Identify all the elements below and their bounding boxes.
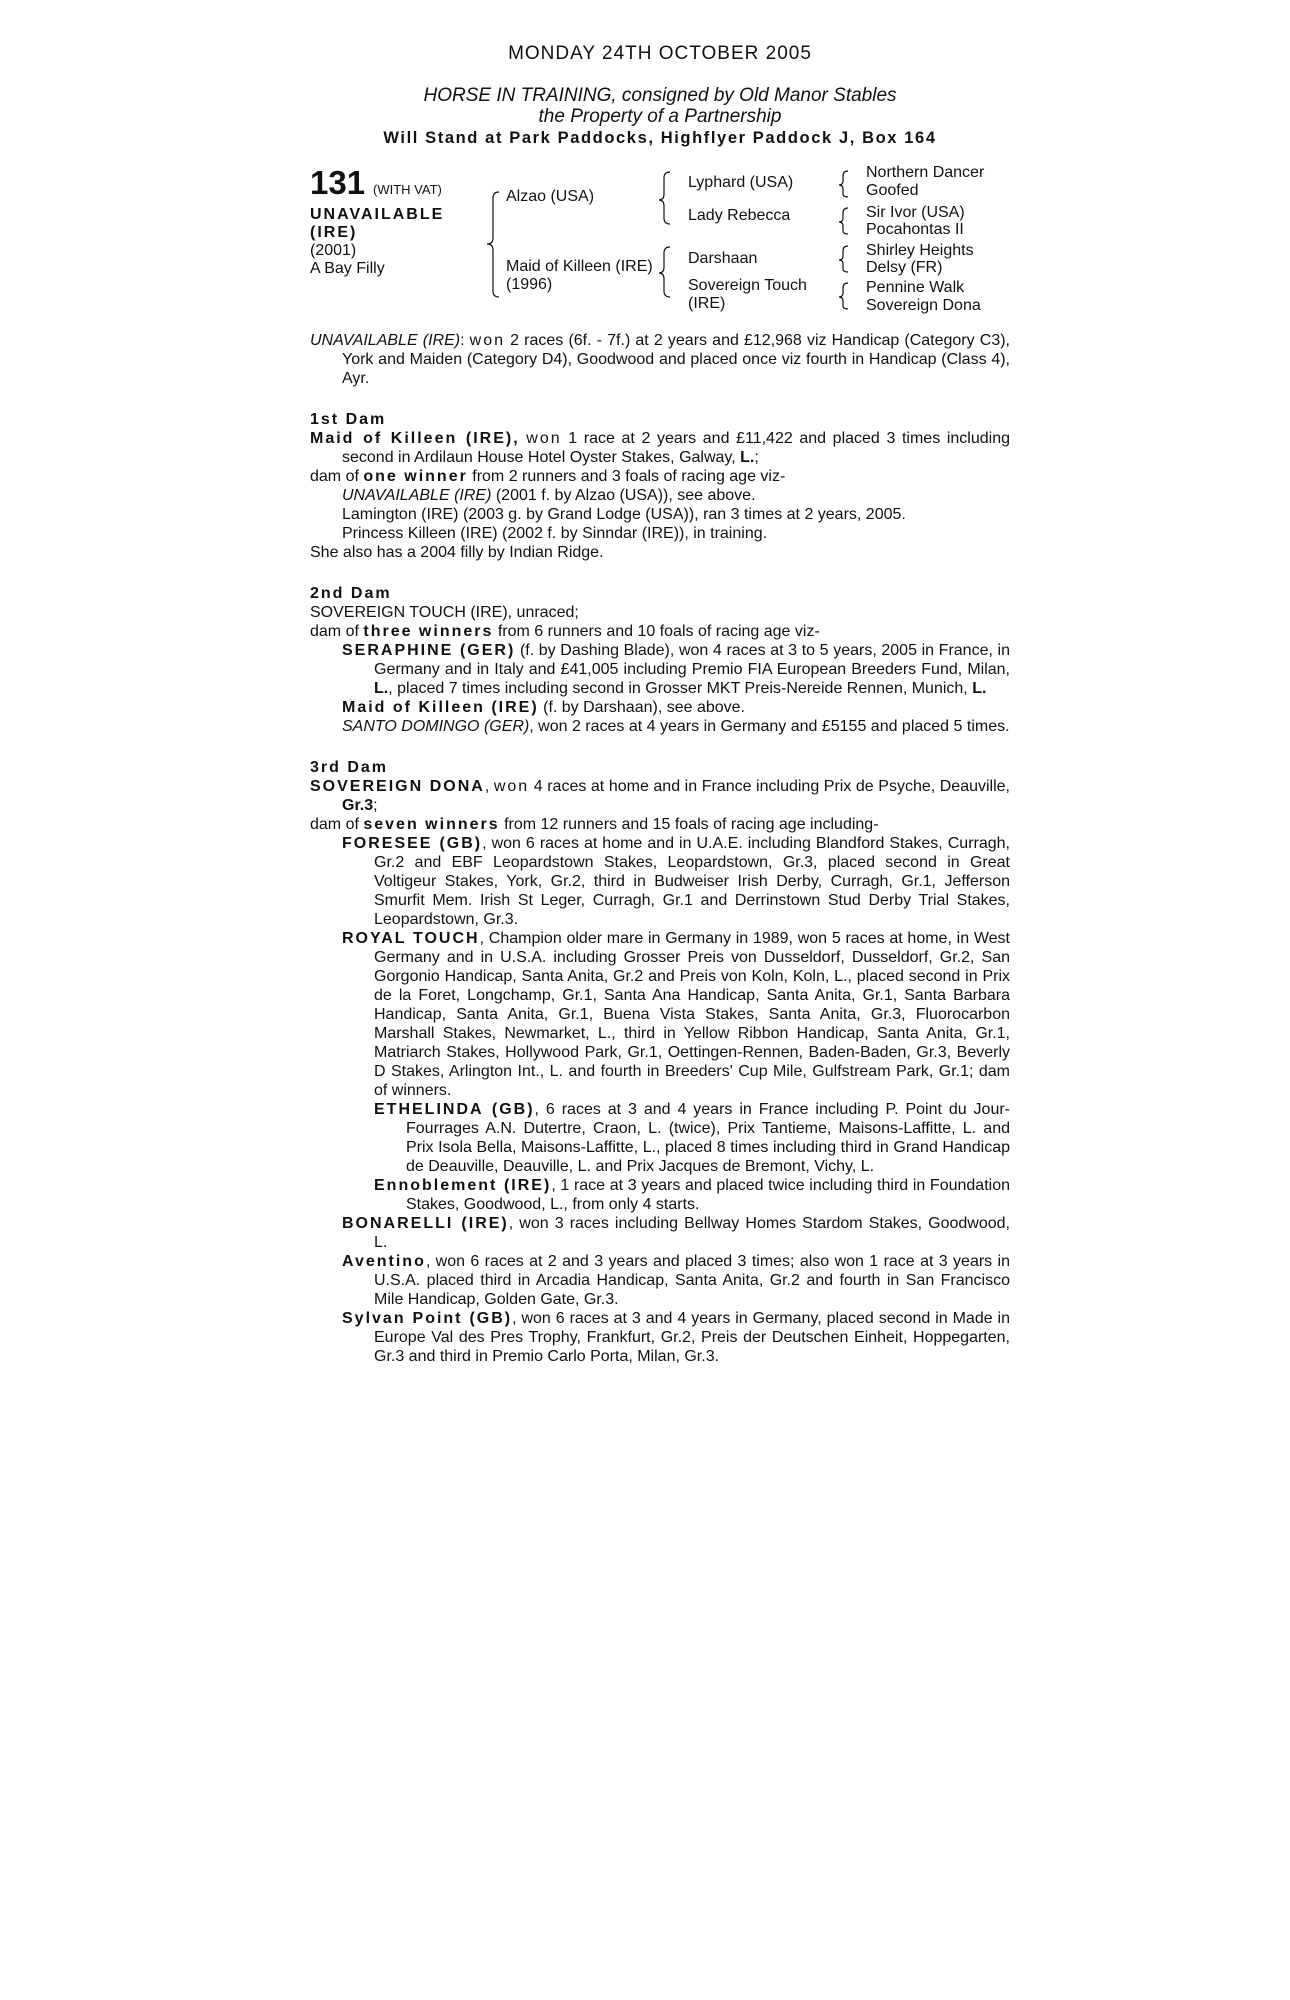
third-dam-grade: Gr.3: [342, 797, 374, 814]
first-dam-record: [310, 429, 1010, 467]
summary-won: won: [469, 332, 506, 349]
second-dam-produce-1: [342, 641, 1010, 698]
dd-dam: Sovereign Dona: [866, 297, 981, 314]
aventino-entry: [342, 1252, 1010, 1309]
dam-year: (1996): [506, 276, 553, 293]
third-dam-dam-of-post: from 12 runners and 15 foals of racing age including-: [499, 816, 879, 833]
ethelinda-name: ETHELINDA (GB): [374, 1101, 535, 1118]
bracket-main: [487, 192, 499, 297]
dam-dam-country: (IRE): [688, 295, 726, 312]
foresee-name: FORESEE (GB): [342, 835, 483, 852]
second-dam-line1: SOVEREIGN TOUCH (IRE), unraced;: [310, 604, 579, 621]
ss-sire: Northern Dancer: [866, 164, 985, 181]
third-dam-won: won: [493, 778, 530, 795]
royal-touch-entry: [342, 929, 1010, 1100]
maid-name: Maid of Killeen (IRE): [342, 699, 539, 716]
sire-dam: Lady Rebecca: [688, 207, 791, 224]
third-dam-section: [310, 758, 1010, 1366]
third-dam-winners: seven winners: [363, 816, 500, 833]
bracket-dd: [839, 283, 848, 309]
dd-sire: Pennine Walk: [866, 279, 965, 296]
first-dam-text: 1 race at 2 years and £11,422 and placed 3 times including second in Ardilaun House Hotel Oyster Stakes, Galway,: [342, 430, 1010, 466]
second-dam-produce-3: [342, 717, 1010, 736]
third-dam-produce-summary: [310, 815, 1010, 834]
pedigree-block: [310, 166, 1010, 331]
first-dam-grade: L.: [740, 449, 755, 466]
lot-vat: (WITH VAT): [373, 182, 442, 197]
ss-dam: Goofed: [866, 182, 919, 199]
bonarelli-text: , won 3 races including Bellway Homes Stardom Stakes, Goodwood, L.: [374, 1215, 1010, 1251]
bonarelli-entry: [342, 1214, 1010, 1252]
third-dam-dam-of-pre: dam of: [310, 816, 364, 833]
dam-dam: Sovereign Touch: [688, 277, 807, 294]
first-dam-won: won: [526, 430, 562, 447]
sire-sire: Lyphard (USA): [688, 174, 794, 191]
summary-horse-name: UNAVAILABLE (IRE): [310, 332, 461, 349]
first-dam-dam-of-post: from 2 runners and 3 foals of racing age viz-: [467, 468, 786, 485]
first-dam-name: Maid of Killeen (IRE),: [310, 430, 520, 447]
bracket-ds: [839, 246, 848, 272]
royal-touch-text: , Champion older mare in Germany in 1989, won 5 races at home, in West Germany and in U.S.A. including Grosser Preis von Dusseldorf, Dusseldorf, Gr.2, San Gorgonio Handicap, Santa Anita, Gr.2 and Preis von Koln, Koln, L., placed second in Prix de la Foret, Longchamp, Gr.1, Santa Ana Handicap, Santa Anita, Gr.1, Santa Barbara Handicap, Santa Anita, Gr.1, Buena Vista Stakes, Santa Anita, Gr.3, Fluorocarbon Marshall Stakes, Newmarket, L., third in Yellow Ribbon Handicap, Santa Anita, Gr.1, Matriarch Stakes, Hollywood Park, Gr.1, Oettingen-Rennen, Baden-Baden, Gr.3, Beverly D Stakes, Arlington Int., L. and fourth in Breeders' Cup Mile, Gulfstream Park, Gr.1; dam of winners.: [374, 930, 1011, 1099]
bracket-sire: [659, 172, 670, 224]
ennoblement-name: Ennoblement (IRE): [374, 1177, 552, 1194]
ds-sire: Shirley Heights: [866, 242, 974, 259]
third-dam-name: SOVEREIGN DONA: [310, 778, 485, 795]
ethelinda-entry: [374, 1100, 1010, 1176]
sd-sire: Sir Ivor (USA): [866, 204, 965, 221]
third-dam-heading: 3rd Dam: [310, 759, 389, 776]
ethelinda-text: , 6 races at 3 and 4 years in France including P. Point du Jour-Fourrages A.N. Dutertre, Craon, L. (twice), Prix Tantieme, Maisons-Laffitte, L. and Prix Isola Bella, Maisons-Laffitte, L., placed 8 times including third in Grand Handicap de Deauville, Deauville, L. and Prix Jacques de Bremont, Vichy, L.: [406, 1101, 1011, 1175]
maid-text: (f. by Darshaan), see above.: [538, 699, 745, 716]
aventino-name: Aventino: [342, 1253, 426, 1270]
sylvan-point-text: , won 6 races at 3 and 4 years in Germany, placed second in Made in Europe Val des Pres Trophy, Frankfurt, Gr.2, Preis der Deutschen Einheit, Hoppegarten, Gr.3 and third in Premio Carlo Porta, Milan, Gr.3.: [374, 1310, 1010, 1365]
sd-dam: Pocahontas II: [866, 221, 964, 238]
sylvan-point-name: Sylvan Point (GB): [342, 1310, 513, 1327]
dam-sire: Darshaan: [688, 250, 758, 267]
first-dam-winners: one winner: [363, 468, 468, 485]
lot-number: 131: [310, 164, 366, 201]
seraphine-text: (f. by Dashing Blade), won 4 races at 3 to 5 years, 2005 in France, in Germany and in Italy and £41,005 including Premio FIA European Breeders Fund, Milan,: [374, 642, 1011, 678]
second-dam-produce-2: [342, 698, 1010, 717]
second-dam-produce-summary: [310, 622, 1010, 641]
third-dam-text: 4 races at home and in France including Prix de Psyche, Deauville,: [529, 778, 1011, 795]
first-dam-also: She also has a 2004 filly by Indian Ridge.: [310, 544, 604, 561]
first-dam-produce-1: [342, 486, 1010, 505]
santo-name: SANTO DOMINGO (GER): [342, 718, 530, 735]
second-dam-heading: 2nd Dam: [310, 585, 392, 602]
third-dam-record: SOVEREIGN DONA, won 4 races at home and in France including Prix de Psyche, Deauville, Gr.3;: [310, 778, 1011, 814]
horse-year: (2001): [310, 242, 357, 259]
first-dam-produce-3: Princess Killeen (IRE) (2002 f. by Sinndar (IRE)), in training.: [342, 525, 768, 542]
sale-date: MONDAY 24TH OCTOBER 2005: [508, 43, 812, 64]
bracket-ss: [839, 171, 848, 197]
ennoblement-text: , 1 race at 3 years and placed twice including third in Foundation Stakes, Goodwood, L., from only 4 starts.: [406, 1177, 1010, 1213]
first-dam-dam-of-pre: dam of: [310, 468, 364, 485]
second-dam-dam-of-pre: dam of: [310, 623, 364, 640]
foresee-entry: [342, 834, 1010, 929]
lot-owner: the Property of a Partnership: [538, 106, 782, 127]
ds-dam: Delsy (FR): [866, 259, 943, 276]
seraphine-name: SERAPHINE (GER): [342, 642, 516, 659]
first-dam-text-end: ;: [754, 449, 759, 466]
produce-1-text: (2001 f. by Alzao (USA)), see above.: [491, 487, 756, 504]
third-dam-text-end: ;: [373, 797, 378, 814]
bonarelli-name: BONARELLI (IRE): [342, 1215, 509, 1232]
aventino-text: , won 6 races at 2 and 3 years and placed 3 times; also won 1 race at 3 years in U.S.A. placed third in Arcadia Handicap, Santa Anita, Gr.2 and fourth in San Francisco Mile Handicap, Golden Gate, Gr.3.: [374, 1253, 1010, 1308]
sylvan-point-entry: [342, 1309, 1010, 1366]
ennoblement-entry: [374, 1176, 1010, 1214]
seraphine-grade-1: L.: [374, 680, 389, 697]
royal-touch-name: ROYAL TOUCH: [342, 930, 480, 947]
first-dam-section: [310, 410, 1010, 562]
horse-name: UNAVAILABLE: [310, 206, 445, 223]
bracket-dam: [659, 247, 670, 297]
lot-title: HORSE IN TRAINING, consigned by Old Manor Stables: [423, 85, 897, 106]
foresee-text: , won 6 races at home and in U.A.E. including Blandford Stakes, Curragh, Gr.2 and EBF Leopardstown Stakes, Leopardstown, Gr.3, placed second in Great Voltigeur Stakes, York, Gr.2, third in Budweiser Irish Derby, Curragh, Gr.1, Jefferson Smurfit Mem. Irish St Leger, Curragh, Gr.1 and Derrinstown Stud Derby Trial Stakes, Leopardstown, Gr.3.: [374, 835, 1011, 928]
race-summary: UNAVAILABLE (IRE): won 2 races (6f. - 7f.) at 2 years and £12,968 viz Handicap (Category C3), York and Maiden (Category D4), Goodwood and placed once viz fourth in Handicap (Class 4), Ayr.: [310, 332, 1010, 387]
horse-country: (IRE): [310, 224, 358, 241]
first-dam-produce-summary: [310, 467, 1010, 486]
second-dam-section: [310, 584, 1010, 736]
sire: Alzao (USA): [506, 188, 595, 205]
second-dam-winners: three winners: [363, 623, 494, 640]
produce-1-name: UNAVAILABLE (IRE): [342, 487, 492, 504]
dam: Maid of Killeen (IRE): [506, 258, 653, 275]
first-dam-produce-2: Lamington (IRE) (2003 g. by Grand Lodge (USA)), ran 3 times at 2 years, 2005.: [342, 506, 906, 523]
horse-description: A Bay Filly: [310, 260, 385, 277]
stand-location: Will Stand at Park Paddocks, Highflyer Paddock J, Box 164: [383, 129, 937, 147]
seraphine-grade-2: L.: [972, 680, 987, 697]
catalogue-page: [310, 44, 1010, 1366]
bracket-sd: [839, 208, 848, 234]
second-dam-dam-of-post: from 6 runners and 10 foals of racing age viz-: [493, 623, 820, 640]
summary-text: 2 races (6f. - 7f.) at 2 years and £12,968 viz Handicap (Category C3), York and Maiden (Category D4), Goodwood and placed once viz fourth in Handicap (Class 4), Ayr.: [342, 332, 1010, 387]
seraphine-text-2: , placed 7 times including second in Grosser MKT Preis-Nereide Rennen, Munich,: [388, 680, 973, 697]
santo-text: , won 2 races at 4 years in Germany and £5155 and placed 5 times.: [529, 718, 1010, 735]
first-dam-heading: 1st Dam: [310, 411, 387, 428]
